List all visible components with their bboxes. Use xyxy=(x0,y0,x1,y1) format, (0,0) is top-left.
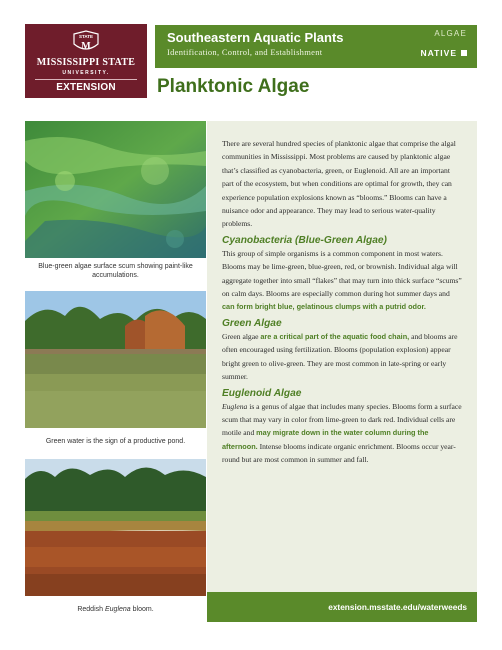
svg-text:M: M xyxy=(81,41,91,52)
logo-extension-label: EXTENSION xyxy=(56,82,116,93)
euglenoid-genus: Euglena xyxy=(222,401,248,411)
green-algae-heading: Green Algae xyxy=(222,317,282,329)
series-subtitle: Identification, Control, and Establishment xyxy=(167,47,323,57)
figure-caption-1: Blue-green algae surface scum showing paint-like accumulations. xyxy=(38,263,193,280)
euglenoid-highlight: may migrate down in the water column during the afternoon. xyxy=(222,428,429,451)
native-label: NATIVE xyxy=(420,48,457,58)
page-title: Planktonic Algae xyxy=(157,76,310,97)
figure-caption-3 xyxy=(25,605,206,614)
green-algae-paragraph xyxy=(222,330,463,384)
green-algae-highlight: are a critical part of the aquatic food chain, xyxy=(260,331,410,341)
caption-3-pre: Reddish xyxy=(77,606,105,613)
euglenoid-text-pre: is a genus of algae that includes many species. Blooms form a surface scum that may vary in color from lime-green to dark red. Individual cells are motile and xyxy=(222,401,462,438)
green-algae-text-post: and blooms are often encouraged using fertilization. Blooms (population explosion) appear bright green to olive-green. They are most common in late-spring or early summer. xyxy=(222,331,458,382)
intro-paragraph: There are several hundred species of planktonic algae that comprise the algal communities in Mississippi. Most problems are caused by planktonic algae that’s classified as cyanobacteria, green, or Euglenoid. All are an important part of the ecosystem, but when conditions are optimal for growth, they can experience population explosions known as “blooms.” Blooms can have a nuisance odor and appearance. They may lead to serious water-quality problems. xyxy=(222,139,456,229)
euglenoid-paragraph xyxy=(222,400,463,467)
euglena-bloom-photo xyxy=(25,459,206,596)
green-pond-photo xyxy=(25,291,206,428)
footer-url-link[interactable]: extension.msstate.edu/waterweeds xyxy=(328,602,467,612)
svg-text:STATE: STATE xyxy=(78,34,94,39)
footer-band xyxy=(207,592,477,622)
logo-university-label: UNIVERSITY. xyxy=(62,70,110,76)
native-badge xyxy=(420,48,467,58)
square-icon xyxy=(461,50,467,56)
caption-3-post: bloom. xyxy=(130,606,154,613)
msu-seal-icon xyxy=(72,30,100,54)
blue-green-scum-photo xyxy=(25,121,206,258)
figure-caption-2: Green water is the sign of a productive pond. xyxy=(45,438,186,445)
logo-divider xyxy=(35,79,137,80)
euglenoid-text-post: Intense blooms indicate organic enrichment. Blooms occur year-round but are most common in summer and fall. xyxy=(222,441,456,465)
msu-extension-logo xyxy=(25,24,147,98)
euglenoid-heading: Euglenoid Algae xyxy=(222,387,302,399)
logo-university-name: MISSISSIPPI STATE xyxy=(36,57,136,68)
cyanobacteria-heading: Cyanobacteria (Blue-Green Algae) xyxy=(222,234,387,246)
header-band xyxy=(155,25,477,68)
cyanobacteria-highlight: can form bright blue, gelatinous clumps with a putrid odor. xyxy=(222,302,426,312)
cyanobacteria-paragraph xyxy=(222,247,463,314)
series-title: Southeastern Aquatic Plants xyxy=(167,30,344,45)
content-panel xyxy=(207,121,477,592)
category-label: ALGAE xyxy=(434,29,467,38)
caption-3-species: Euglena xyxy=(104,606,131,613)
green-algae-text-pre: Green algae xyxy=(222,331,261,341)
cyanobacteria-text: This group of simple organisms is a common component in most waters. Blooms may be lime-green, blue-green, red, or brownish. Individual alga will aggregate together into small “flakes” that may turn into thick surface “scums” on calm days. Blooms are especially common during hot summer days and xyxy=(222,248,462,299)
